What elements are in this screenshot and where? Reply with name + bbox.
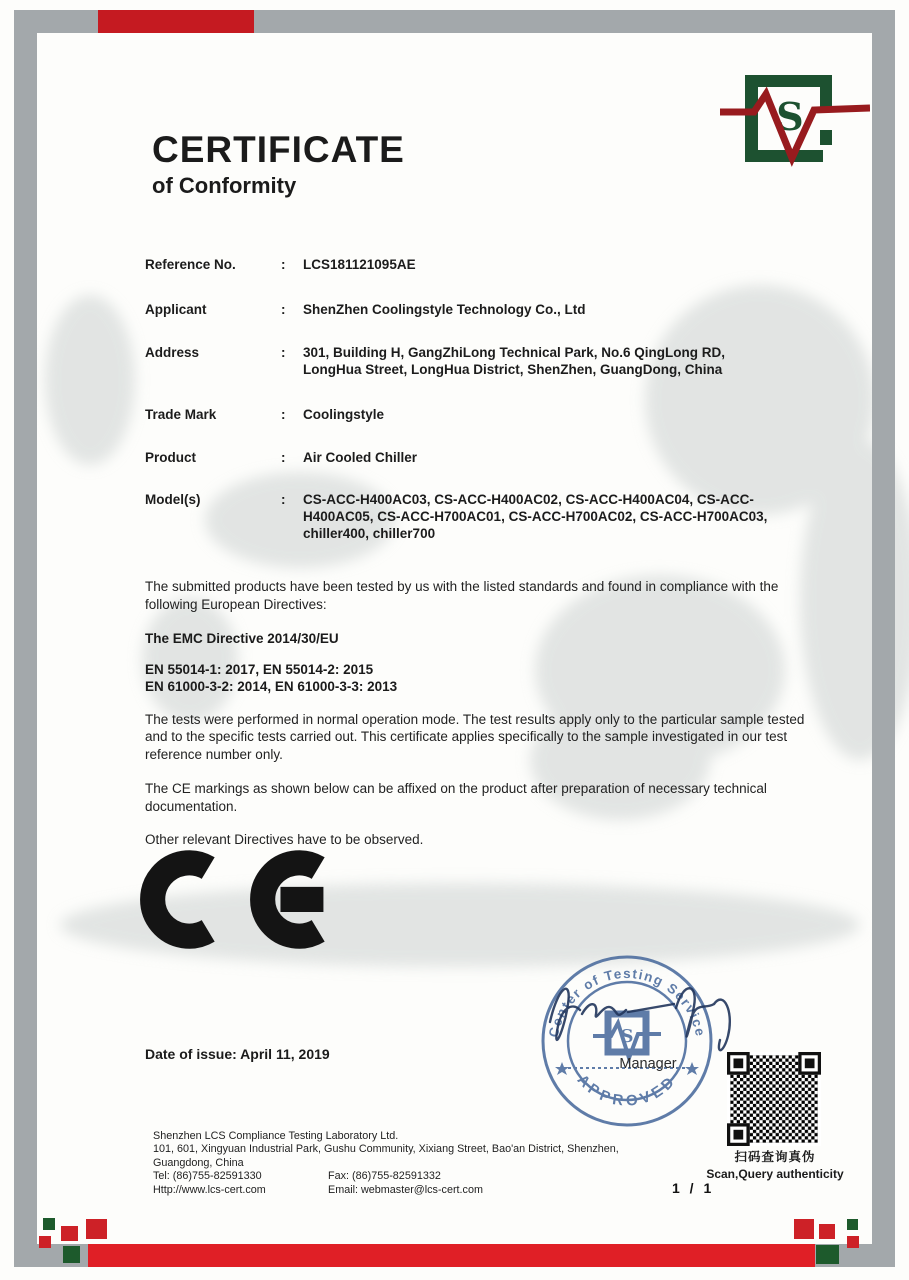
footer-address-line-2: Guangdong, China (153, 1156, 244, 1169)
field-value: Coolingstyle (303, 407, 385, 422)
corner-square-red (847, 1236, 859, 1248)
field-separator: : (281, 407, 286, 422)
frame-right-bar (872, 10, 895, 1267)
field-value: 301, Building H, GangZhiLong Technical Park, No.6 QingLong RD, LongHua Street, LongHua District, ShenZhen, GuangDong, China (303, 345, 726, 377)
footer-fax: Fax: (86)755-82591332 (328, 1170, 441, 1183)
field-row-applicant (145, 301, 825, 318)
qr-caption-chinese: 扫码查询真伪 (734, 1150, 816, 1164)
certificate-body (145, 578, 817, 849)
corner-square-red (39, 1236, 51, 1248)
page-number: 1 / 1 (672, 1180, 715, 1196)
standards-line-1: EN 55014-1: 2017, EN 55014-2: 2015 (145, 661, 374, 677)
corner-square-green (63, 1246, 80, 1263)
field-label: Applicant (145, 302, 207, 317)
manager-title: Manager (619, 1056, 677, 1072)
qr-caption (690, 1147, 860, 1181)
field-label: Trade Mark (145, 407, 217, 422)
footer-website: Http://www.lcs-cert.com (153, 1183, 266, 1196)
tests-note-paragraph: The tests were performed in normal operation mode. The test results apply only to the particular sample tested and to the specific tests carried out. This certificate applies specifically to the sample investigated in our test reference number only. (145, 711, 805, 762)
ce-mark-icon (138, 850, 358, 950)
field-separator: : (281, 257, 286, 272)
date-of-issue: Date of issue: April 11, 2019 (145, 1046, 330, 1062)
field-label: Address (145, 345, 200, 360)
footer-company: Shenzhen LCS Compliance Testing Laboratory Ltd. (153, 1130, 399, 1142)
field-label: Product (145, 450, 197, 465)
field-value: LCS181121095AE (303, 257, 416, 272)
page-subtitle: of Conformity (152, 173, 297, 198)
footer (153, 1130, 713, 1197)
certificate-fields (145, 256, 825, 542)
field-row-models (145, 491, 825, 542)
title-block (152, 130, 405, 199)
field-separator: : (281, 450, 286, 465)
corner-square-red (794, 1219, 814, 1239)
corner-square-green (816, 1245, 839, 1264)
frame-left-bar (14, 10, 37, 1267)
field-label: Model(s) (145, 492, 201, 507)
field-label: Reference No. (145, 257, 236, 272)
corner-square-red (86, 1219, 107, 1239)
top-red-segment (98, 10, 254, 33)
ce-note-paragraph: The CE markings as shown below can be affixed on the product after preparation of necessary technical documentation. (145, 781, 767, 814)
emc-directive-line: The EMC Directive 2014/30/EU (145, 631, 339, 646)
corner-square-red (819, 1224, 835, 1239)
field-row-reference-no (145, 256, 825, 273)
field-separator: : (281, 345, 286, 360)
stamp-arc-top-text: Center of Testing Service (545, 965, 709, 1039)
footer-tel: Tel: (86)755-82591330 (153, 1170, 262, 1183)
stamp-arc-bottom-text: APPROVED (573, 1071, 681, 1110)
stamp-logo-letter: S (620, 1026, 634, 1047)
signature (528, 952, 768, 1092)
field-row-address (145, 344, 825, 378)
logo-letter: S (776, 94, 804, 139)
field-value: CS-ACC-H400AC03, CS-ACC-H400AC02, CS-ACC-H400AC04, CS-ACC-H400AC05, CS-ACC-H700AC01, CS-ACC-H700AC02, CS-ACC-H700AC03, chiller400, chiller700 (303, 492, 768, 541)
lcs-logo-icon (720, 62, 870, 174)
corner-square-green (43, 1218, 55, 1230)
bottom-red-segment (88, 1244, 815, 1267)
field-separator: : (281, 492, 286, 507)
field-row-trade-mark (145, 406, 825, 423)
other-directives-paragraph: Other relevant Directives have to be observed. (145, 832, 424, 847)
standards-line-2: EN 61000-3-2: 2014, EN 61000-3-3: 2013 (145, 679, 398, 694)
footer-address-line-1: 101, 601, Xingyuan Industrial Park, Gushu Community, Xixiang Street, Bao'an District, Shenzhen, (153, 1143, 619, 1156)
corner-square-green (847, 1219, 858, 1230)
field-separator: : (281, 302, 286, 317)
footer-email: Email: webmaster@lcs-cert.com (328, 1183, 483, 1196)
field-value: Air Cooled Chiller (303, 450, 418, 465)
intro-paragraph: The submitted products have been tested by us with the listed standards and found in compliance with the following European Directives: (145, 579, 779, 612)
qr-caption-english: Scan,Query authenticity (706, 1167, 844, 1181)
standards-block (145, 661, 817, 696)
field-row-product (145, 449, 825, 466)
corner-square-red (61, 1226, 78, 1241)
page-title: CERTIFICATE (152, 129, 405, 170)
field-value: ShenZhen Coolingstyle Technology Co., Ltd (303, 302, 586, 317)
